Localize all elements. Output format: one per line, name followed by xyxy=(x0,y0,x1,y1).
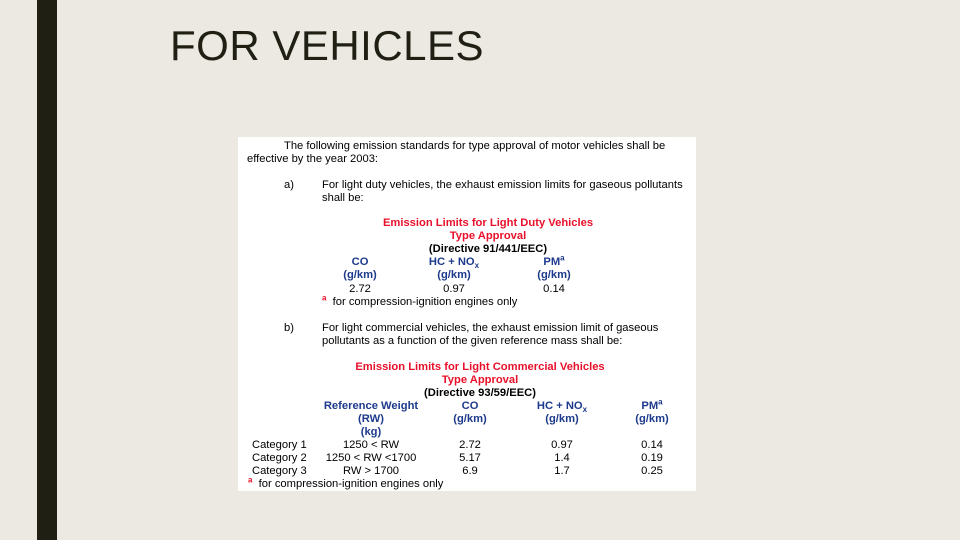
table-b-col-ref: Reference Weight xyxy=(323,400,419,412)
table-row-co: 2.72 xyxy=(459,439,481,451)
table-b-unit-hc: (g/km) xyxy=(545,413,579,425)
table-a-directive: (Directive 91/441/EEC) xyxy=(428,243,548,255)
table-b-col-co: CO xyxy=(461,400,479,412)
table-a-heading: Emission Limits for Light Duty Vehicles xyxy=(382,217,594,229)
table-b-col-pm: $PM^a$ xyxy=(641,397,663,412)
table-row-co: 5.17 xyxy=(459,452,481,464)
section-b-text-1: For light commercial vehicles, the exhaust emission limit of gaseous xyxy=(322,322,659,334)
table-a-footnote: $^a$ for compression-ignition engines only xyxy=(322,293,518,308)
section-a-text-1: For light duty vehicles, the exhaust emission limits for gaseous pollutants xyxy=(322,179,683,191)
table-a-unit-co: (g/km) xyxy=(343,269,377,281)
table-a-col-hc: HC + $NO_x$ xyxy=(428,256,480,271)
table-b-unit-pm: (g/km) xyxy=(635,413,669,425)
table-row-hc: 1.7 xyxy=(554,465,570,477)
table-row-pm: 0.25 xyxy=(641,465,663,477)
intro-line-1: The following emission standards for type approval of motor vehicles shall be xyxy=(284,140,666,152)
table-a-col-co: CO xyxy=(351,256,369,268)
table-b-col-ref-rw: (RW) xyxy=(358,413,384,425)
table-row-rw: 1250 < RW xyxy=(342,439,400,451)
table-a-subheading: Type Approval xyxy=(449,230,527,242)
section-b-marker: b) xyxy=(284,322,294,334)
table-b-col-hc: HC + $NO_x$ xyxy=(536,400,588,415)
table-row-category: Category 2 xyxy=(252,452,307,464)
section-b-text-2: pollutants as a function of the given reference mass shall be: xyxy=(322,335,623,347)
table-row-co: 6.9 xyxy=(462,465,478,477)
table-b-footnote: $^a$ for compression-ignition engines only xyxy=(248,475,444,490)
table-a-unit-pm: (g/km) xyxy=(537,269,571,281)
table-a-value-pm: 0.14 xyxy=(543,283,565,295)
table-a-value-hc: 0.97 xyxy=(443,283,465,295)
table-row-hc: 1.4 xyxy=(554,452,570,464)
table-row-rw: RW > 1700 xyxy=(342,465,400,477)
table-row-category: Category 1 xyxy=(252,439,307,451)
table-a-col-pm: $PM^a$ xyxy=(543,253,565,268)
emission-standards-document xyxy=(238,137,696,491)
table-row-pm: 0.19 xyxy=(641,452,663,464)
table-row-pm: 0.14 xyxy=(641,439,663,451)
table-b-directive: (Directive 93/59/EEC) xyxy=(424,387,536,399)
left-accent-bar xyxy=(37,0,57,540)
table-a-value-co: 2.72 xyxy=(349,283,371,295)
table-row-hc: 0.97 xyxy=(551,439,573,451)
table-a-unit-hc: (g/km) xyxy=(437,269,471,281)
section-a-text-2: shall be: xyxy=(322,192,364,204)
intro-line-2: effective by the year 2003: xyxy=(247,153,379,165)
section-a-marker: a) xyxy=(284,179,294,191)
table-row-rw: 1250 < RW <1700 xyxy=(325,452,417,464)
table-b-col-ref-kg: (kg) xyxy=(360,426,382,438)
slide-title: FOR VEHICLES xyxy=(170,22,485,69)
table-b-subheading: Type Approval xyxy=(441,374,519,386)
table-b-heading: Emission Limits for Light Commercial Vehicles xyxy=(355,361,605,373)
table-b-unit-co: (g/km) xyxy=(453,413,487,425)
table-row-category: Category 3 xyxy=(252,465,307,477)
